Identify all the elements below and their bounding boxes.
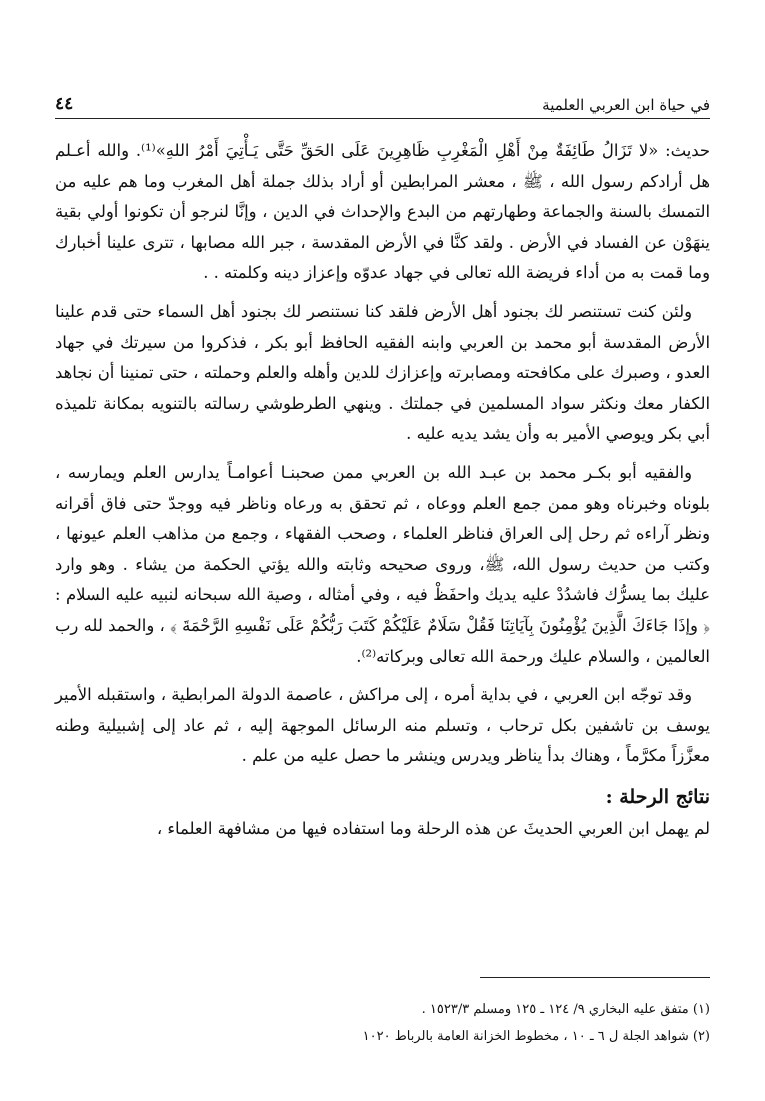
running-title: في حياة ابن العربي العلمية bbox=[542, 96, 710, 114]
paragraph: لم يهمل ابن العربي الحديثَ عن هذه الرحلة وما استفاده فيها من مشافهة العلماء ، bbox=[156, 818, 710, 838]
running-header bbox=[55, 86, 710, 119]
page-number: ٤٤ bbox=[55, 94, 74, 114]
paragraph: ولئن كنت تستنصر لك بجنود أهل الأرض فلقد كنا نستنصر لك بجنود أهل السماء حتى قدم علينا الأرض المقدسة أبو محمد بن العربي وابنه الفقيه الحافظ أبو بكر ، فذكروا من سيرتك في جهاد العدو ، وصبرك على مكافحته ومصابرته وإعزازك للدين وأهله والعلم وحملته ، حتى تمنينا أن نجاهد الكفار معك ونكثر سواد المسلمين في جملتك . وينهي الطرطوشي رسالته بالتنويه بمكانة تلميذه أبي بكر ويوصي الأمير به وأن يشد يديه عليه . bbox=[55, 301, 710, 444]
footnote-divider bbox=[480, 977, 710, 978]
paragraph: حديث: «لا تَزَالُ طَائِفَةٌ مِنْ أَهْلِ الْمَغْرِبِ ظَاهِرِينَ عَلَى الحَقِّ حَتَّى يَـأْتِيَ أَمْرُ اللهِ»⁽¹⁾. والله أعـلم هل أرادكم رسول الله ، ﷺ ، معشر المرابطين أو أراد بذلك جملة أهل المغرب وما هم عليه من التمسك بالسنة والجماعة وطهارتهم من البدع والإحداث في الدين ، وإنَّا لنرجو أن تكونوا أولي بقية ينهَوْن عن الفساد في الأرض . ولقد كنَّا في الأرض المقدسة ، جبر الله مصابها ، تترى علينا أخبارك وما قمت به من أداء فريضة الله تعالى في جهاد عدوّه وإعزاز دينه وكلمته . . bbox=[55, 141, 710, 283]
section-heading: نتائج الرحلة : bbox=[605, 785, 710, 808]
footnote: (٢) شواهد الجلة ل ٦ ـ ١٠ ، مخطوط الخزانة العامة بالرباط ١٠٢٠ bbox=[362, 1029, 710, 1044]
footnotes bbox=[55, 996, 710, 1050]
page-body bbox=[55, 136, 710, 844]
paragraph: وقد توجّه ابن العربي ، في بداية أمره ، إلى مراكش ، عاصمة الدولة المرابطية ، واستقبله الأمير يوسف بن تاشفين بكل ترحاب ، وتسلم منه الرسائل الموجهة إليه ، ثم عاد إلى إشبيلية وطنه معزَّزاً مكرَّماً ، وهناك بدأ يناظر ويدرس وينشر ما حصل عليه من علم . bbox=[55, 685, 710, 766]
footnote: (١) متفق عليه البخاري ٩/ ١٢٤ ـ ١٢٥ ومسلم ١٥٢٣/٣ . bbox=[421, 1002, 710, 1017]
paragraph: والفقيه أبو بكـر محمد بن عبـد الله بن العربي ممن صحبنـا أعوامـاً يدارس العلم ويمارسه ، بلوناه وخبرناه وهو ممن جمع العلم ووعاه ، ثم تحقق به ورعاه وناظر فيه ووجدّ حتى فاق أقرانه ونظر آراءه ثم رحل إلى العراق فناظر العلماء ، وصحب الفقهاء ، وجمع من مذاهب العلم عيونها ، وكتب من حديث رسول الله، ﷺ، وروى صحيحه وثابته والله يؤتي الحكمة من يشاء . وهو وارد عليك بما يسرُّك فاشدُدْ عليه يديك واحفَظْ فيه ، وفي أمثاله ، وصية الله سبحانه لنبيه عليه السلام : ﴿ وإذَا جَاءَكَ الَّذِينَ يُؤْمِنُونَ بِآيَاتِنَا فَقُلْ سَلَامٌ عَلَيْكُمْ كَتَبَ رَبُّكُمْ عَلَى نَفْسِهِ الرَّحْمَةَ ﴾ ، والحمد لله رب العالمين ، والسلام عليك ورحمة الله تعالى وبركاته⁽²⁾. bbox=[55, 462, 710, 666]
